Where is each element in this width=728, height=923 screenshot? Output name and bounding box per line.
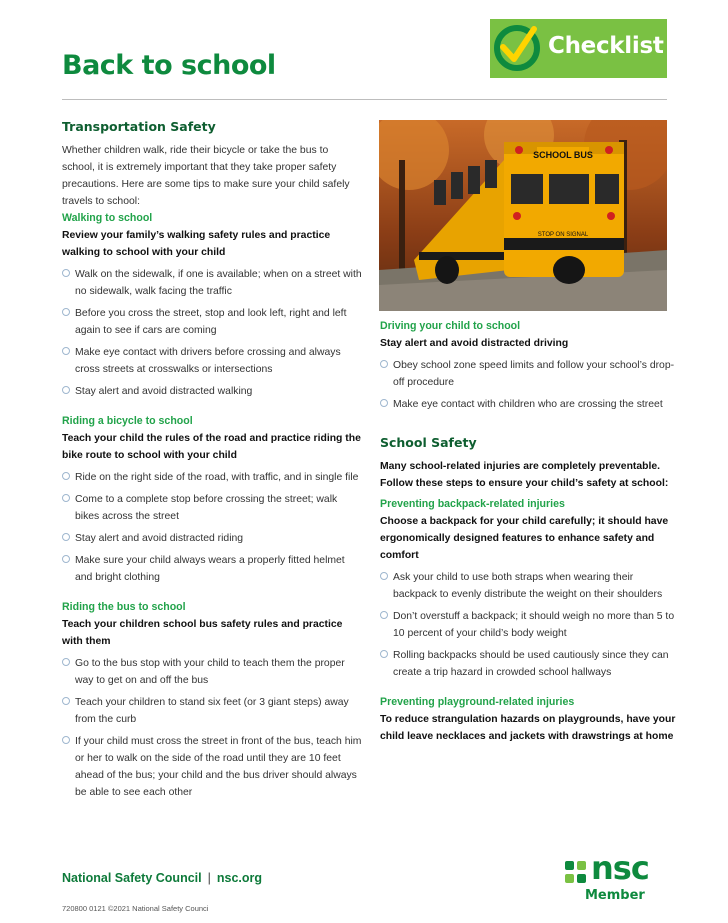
list-item: Stay alert and avoid distracted riding [62, 530, 362, 547]
school-bus-photo [379, 120, 667, 311]
circle-bullet-icon [380, 572, 388, 580]
circle-bullet-icon [62, 736, 70, 744]
bus-sign-text: SCHOOL BUS [533, 150, 593, 160]
right-column [380, 318, 680, 745]
list-item: Walk on the sidewalk, if one is available; when on a street with no sidewalk, walk facing the traffic [62, 266, 362, 300]
driving-heading: Driving your child to school [380, 320, 521, 332]
bus-list [62, 655, 362, 801]
walking-list [62, 266, 362, 400]
list-item: Make eye contact with children who are crossing the street [380, 396, 680, 413]
bus-lead: Teach your children school bus safety rules and practice with them [62, 619, 343, 647]
header-divider [62, 99, 667, 100]
checklist-badge [490, 19, 667, 78]
list-item: Come to a complete stop before crossing the street; walk bikes across the street [62, 491, 362, 525]
school-bus-illustration [379, 120, 667, 311]
circle-bullet-icon [62, 386, 70, 394]
checklist-label: Checklist [548, 33, 664, 59]
circle-bullet-icon [62, 658, 70, 666]
transportation-intro: Whether children walk, ride their bicycle or take the bus to school, it is extremely important that they take proper safety precautions. Here are some tips to make sure your child safely travels to school: [62, 145, 350, 207]
driving-list [380, 357, 680, 413]
list-item: Stay alert and avoid distracted walking [62, 383, 362, 400]
backpack-lead: Choose a backpack for your child carefully; it should have ergonomically designed features to enhance safety and comfort [380, 516, 669, 561]
footer-meta: 720800 0121 ©2021 National Safety Counci [62, 904, 209, 913]
list-item: Obey school zone speed limits and follow your school’s drop-off procedure [380, 357, 680, 391]
list-item: Ride on the right side of the road, with traffic, and in single file [62, 469, 362, 486]
backpack-heading: Preventing backpack-related injuries [380, 498, 565, 510]
walking-lead: Review your family’s walking safety rules and practice walking to school with your child [62, 230, 331, 258]
circle-bullet-icon [62, 555, 70, 563]
driving-lead: Stay alert and avoid distracted driving [380, 338, 569, 349]
school-safety-heading: School Safety [380, 435, 477, 450]
footer-separator: | [207, 871, 211, 885]
school-safety-lead: Many school-related injuries are completely preventable. Follow these steps to ensure your child’s safety at school: [380, 461, 669, 489]
circle-bullet-icon [62, 533, 70, 541]
list-item: If your child must cross the street in front of the bus, teach him or her to walk on the side of the road until they are 10 feet ahead of the bus; your child and the bus driver should always be able to see each other [62, 733, 362, 801]
circle-bullet-icon [62, 494, 70, 502]
list-item: Ask your child to use both straps when wearing their backpack to evenly distribute the weight on their shoulders [380, 569, 680, 603]
list-item: Make eye contact with drivers before crossing and always cross streets at crosswalks or intersections [62, 344, 362, 378]
nsc-member-logo [563, 849, 668, 904]
circle-bullet-icon [62, 347, 70, 355]
backpack-list [380, 569, 680, 681]
circle-bullet-icon [380, 611, 388, 619]
stop-sign-text: STOP ON SIGNAL [537, 232, 589, 238]
list-item: Go to the bus stop with your child to teach them the proper way to get on and off the bus [62, 655, 362, 689]
left-column [62, 119, 362, 801]
nsc-member-label: Member [585, 888, 645, 903]
footer-brand [62, 871, 262, 885]
playground-lead: To reduce strangulation hazards on playgrounds, have your child leave necklaces and jackets with drawstrings at home [380, 714, 676, 742]
circle-bullet-icon [62, 697, 70, 705]
checkmark-circle-icon [490, 19, 550, 78]
walking-heading: Walking to school [62, 212, 153, 224]
bicycle-heading: Riding a bicycle to school [62, 415, 193, 427]
bicycle-lead: Teach your child the rules of the road and practice riding the bike route to school with your child [62, 433, 361, 461]
nsc-logo-text: nsc [591, 849, 649, 887]
circle-bullet-icon [380, 650, 388, 658]
bicycle-list [62, 469, 362, 586]
page-title: Back to school [62, 50, 276, 81]
list-item: Don’t overstuff a backpack; it should weigh no more than 5 to 10 percent of your child’s body weight [380, 608, 680, 642]
list-item: Before you cross the street, stop and look left, right and left again to see if cars are coming [62, 305, 362, 339]
footer-site-link[interactable]: nsc.org [216, 871, 263, 885]
list-item: Teach your children to stand six feet (or 3 giant steps) away from the curb [62, 694, 362, 728]
nsc-cross-icon [563, 859, 593, 889]
circle-bullet-icon [380, 399, 388, 407]
footer-org: National Safety Council [62, 871, 202, 885]
circle-bullet-icon [62, 269, 70, 277]
bus-heading: Riding the bus to school [62, 601, 186, 613]
playground-heading: Preventing playground-related injuries [380, 696, 575, 708]
circle-bullet-icon [62, 308, 70, 316]
circle-bullet-icon [380, 360, 388, 368]
list-item: Rolling backpacks should be used cautiously since they can create a trip hazard in crowded school hallways [380, 647, 680, 681]
list-item: Make sure your child always wears a properly fitted helmet and bright clothing [62, 552, 362, 586]
circle-bullet-icon [62, 472, 70, 480]
transportation-heading: Transportation Safety [62, 119, 216, 134]
